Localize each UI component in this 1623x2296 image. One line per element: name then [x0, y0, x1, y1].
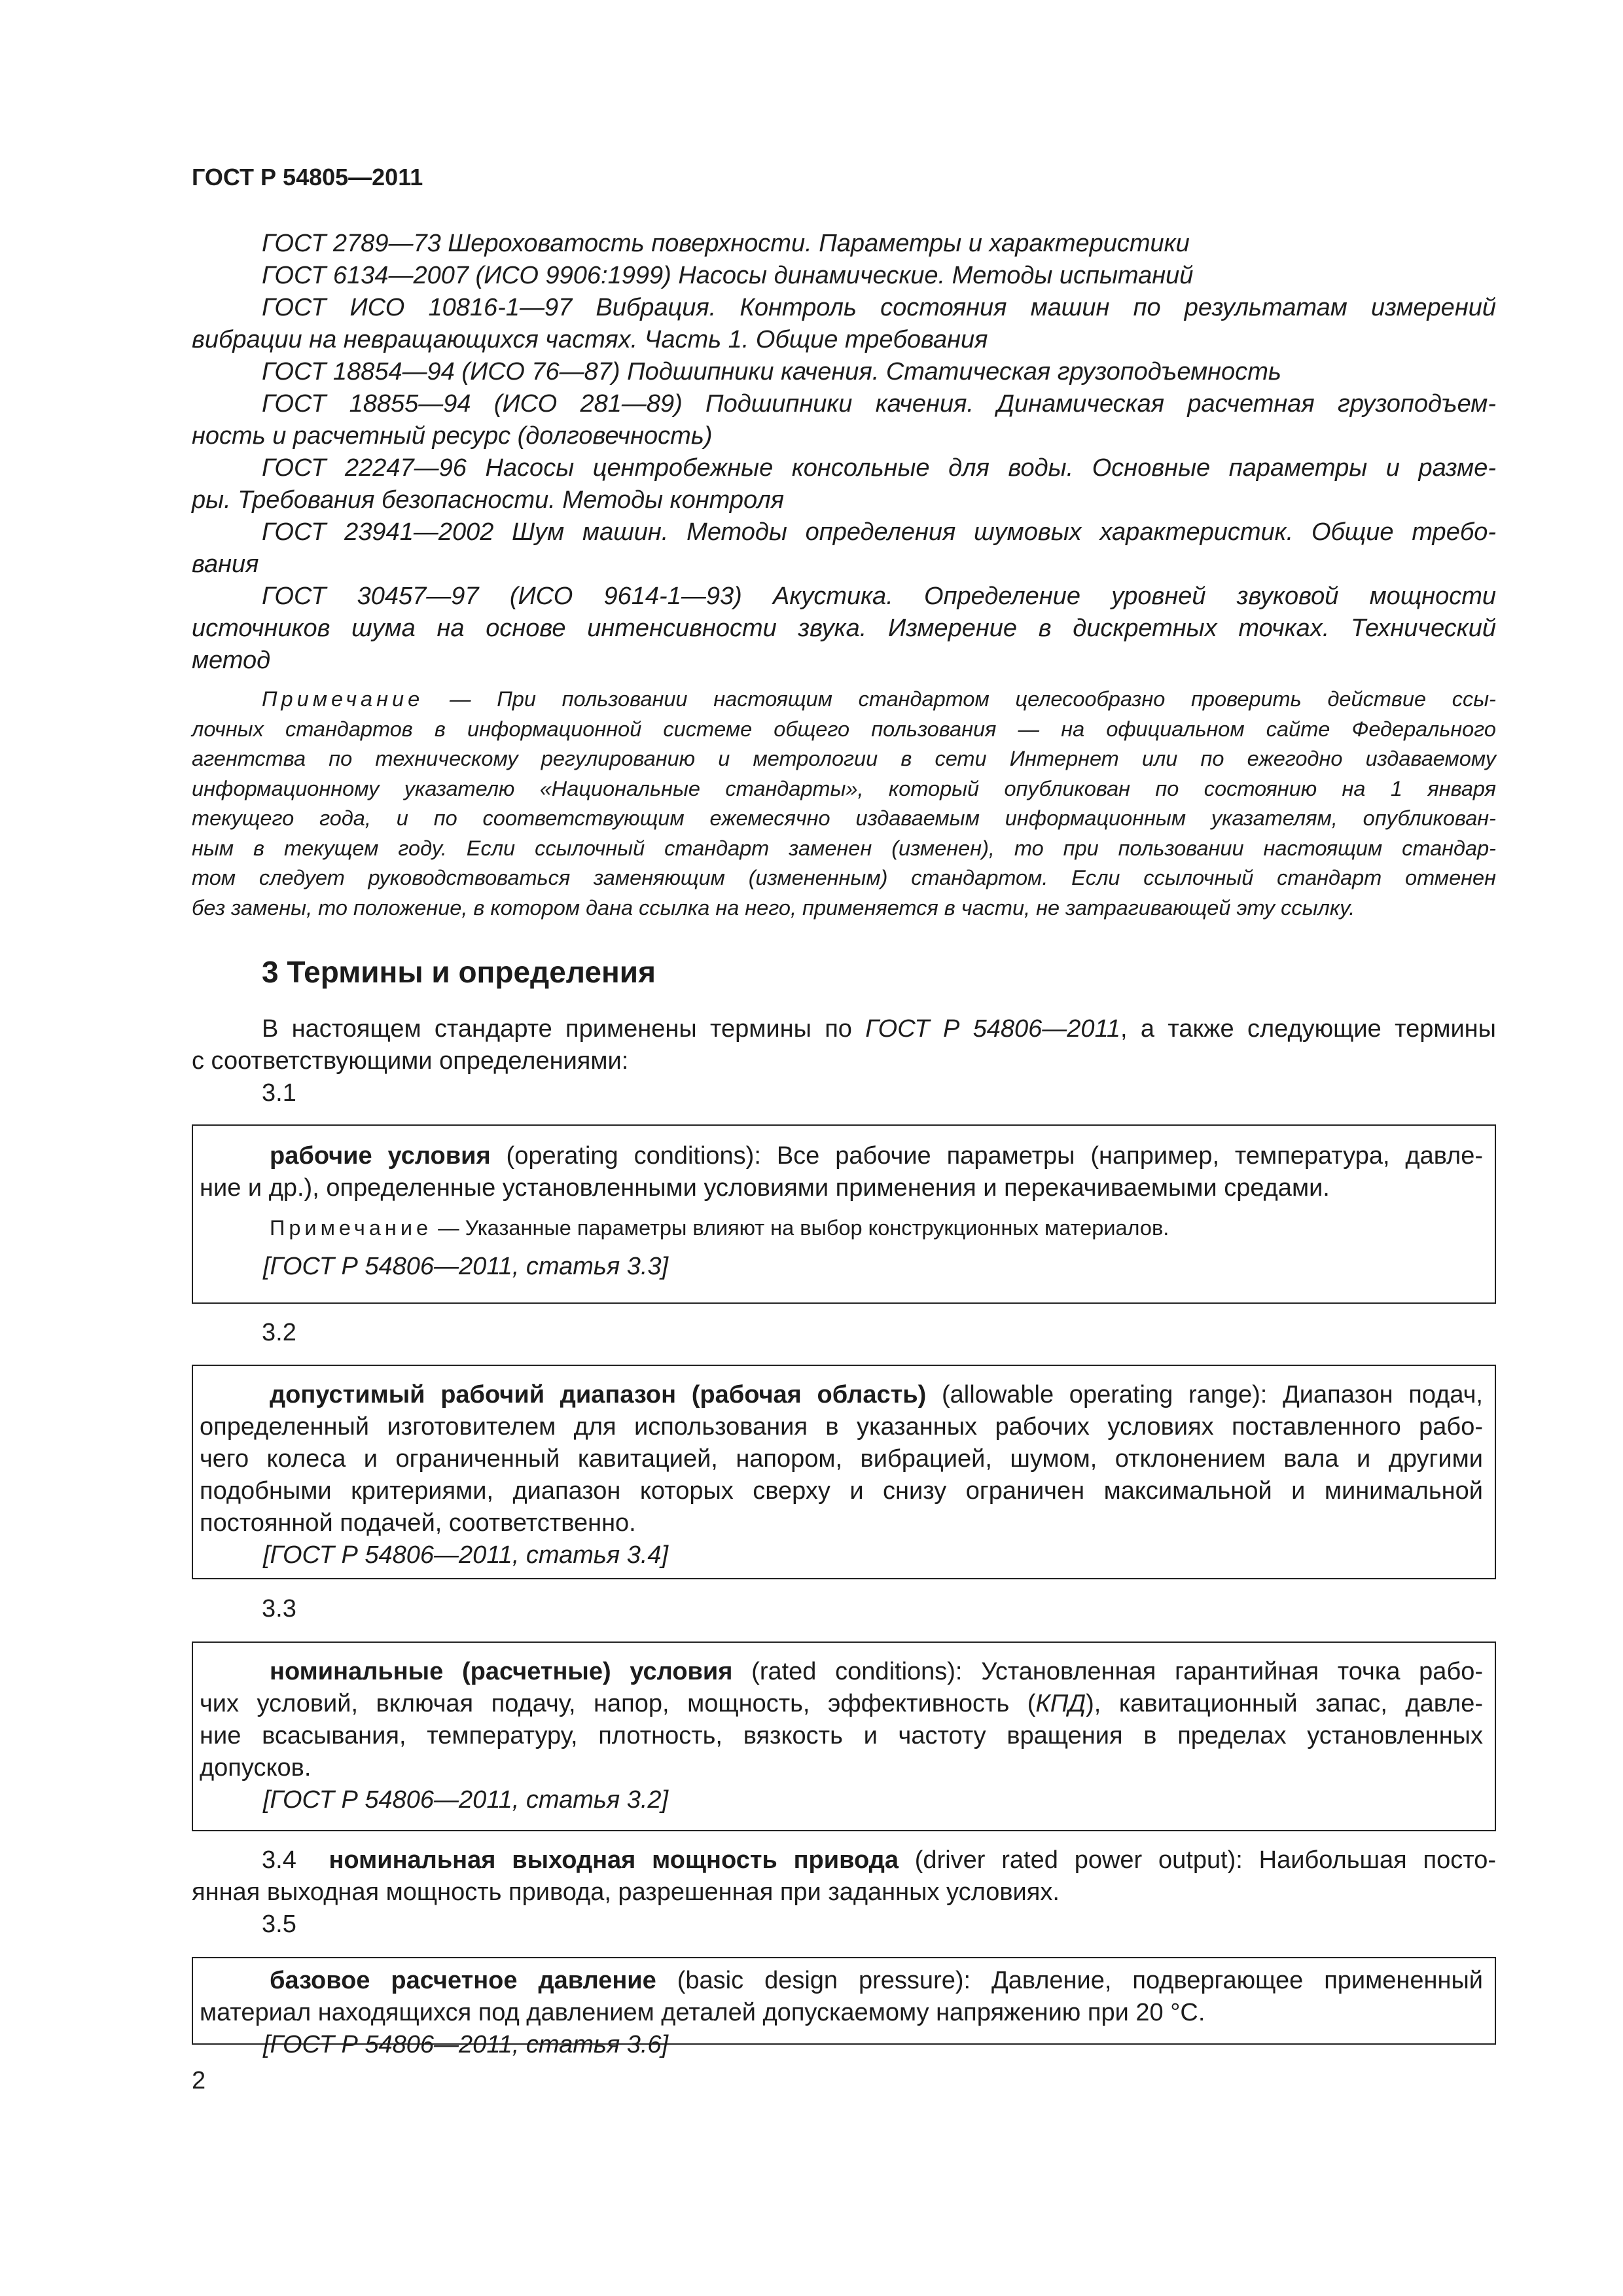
term-name: номинальная выходная мощность привода: [329, 1846, 899, 1874]
term-box: [192, 1957, 1496, 2058]
intro-text: , а также следующие термины: [1120, 1015, 1496, 1043]
term-definition-text: Все рабочие параметры (например, температура, давле-: [760, 1142, 1484, 1170]
section-heading: 3 Термины и определения: [262, 955, 656, 989]
term-english: (basic design pressure):: [677, 1967, 971, 1994]
intro-reference: ГОСТ Р 54806—2011: [865, 1015, 1121, 1043]
note-line: лочных стандартов в информационной системе общего пользования — на официальном сайте Федерального: [192, 717, 1496, 741]
term-name: базовое расчетное давление: [270, 1967, 656, 1994]
term-number: 3.2: [262, 1319, 296, 1346]
term-definition: постоянной подачей, соответственно.: [200, 1509, 636, 1537]
term-definition-text: Установленная гарантийная точка рабо-: [962, 1658, 1483, 1685]
note-line: том следует руководствоваться заменяющим (измененным) стандартом. Если ссылочный стандарт отменен: [192, 866, 1496, 889]
term-english: (driver rated power output):: [914, 1846, 1243, 1874]
term-definition: [193, 1379, 1483, 1411]
reference-item-continuation: метод: [192, 647, 271, 674]
reference-item-continuation: вания: [192, 550, 259, 578]
term-definition: чего колеса и ограниченный кавитацией, напором, вибрацией, шумом, отклонением вала и другими: [200, 1445, 1483, 1473]
reference-item: ГОСТ 18854—94 (ИСО 76—87) Подшипники качения. Статическая грузоподъемность: [262, 358, 1281, 386]
reference-item-continuation: ры. Требования безопасности. Методы контроля: [192, 486, 785, 514]
term-definition: [192, 1844, 1496, 1876]
term-name: рабочие условия: [270, 1142, 491, 1170]
reference-item-continuation: ность и расчетный ресурс (долговечность): [192, 422, 713, 450]
term-note-text: — Указанные параметры влияют на выбор конструкционных материалов.: [438, 1216, 1169, 1240]
term-definition: [193, 1965, 1483, 1997]
page-number: 2: [192, 2067, 206, 2094]
term-name: допустимый рабочий диапазон (рабочая область): [270, 1381, 927, 1408]
term-source: [ГОСТ Р 54806—2011, статья 3.2]: [263, 1786, 669, 1814]
term-number: 3.5: [262, 1910, 296, 1938]
term-english: (rated conditions):: [751, 1658, 963, 1685]
reference-item: ГОСТ 6134—2007 (ИСО 9906:1999) Насосы динамические. Методы испытаний: [262, 262, 1194, 289]
note-line: [192, 685, 1496, 715]
term-source: [ГОСТ Р 54806—2011, статья 3.3]: [263, 1253, 669, 1280]
reference-item: ГОСТ 30457—97 (ИСО 9614-1—93) Акустика. Определение уровней звуковой мощности: [262, 583, 1496, 610]
note-label: Примечание: [262, 687, 424, 711]
note-line: агентства по техническому регулированию и метрологии в сети Интернет или по ежегодно издаваемому: [192, 747, 1496, 770]
note-line: текущего года, и по соответствующим ежемесячно издаваемым информационным указателям, опубликован-: [192, 806, 1496, 830]
intro-text: В настоящем стандарте применены термины по: [262, 1015, 866, 1043]
term-abbreviation: КПД: [1035, 1690, 1086, 1717]
term-definition: подобными критериями, диапазон которых сверху и снизу ограничен максимальной и минимальной: [200, 1477, 1483, 1505]
term-definition-text: Диапазон подач,: [1267, 1381, 1483, 1408]
term-english: (operating conditions):: [506, 1142, 761, 1170]
term-number: 3.3: [262, 1595, 296, 1623]
term-definition-text: Наибольшая посто-: [1242, 1846, 1496, 1874]
term-definition: ние и др.), определенные установленными условиями применения и перекачиваемыми средами.: [200, 1174, 1330, 1202]
term-definition: [193, 1688, 1483, 1720]
term-english: (allowable operating range):: [942, 1381, 1268, 1408]
term-standalone: [192, 1844, 1496, 1909]
term-box: [192, 1124, 1496, 1304]
term-definition: ние всасывания, температуру, плотность, вязкость и частоту вращения в пределах установленных: [200, 1722, 1483, 1749]
term-box: [192, 1365, 1496, 1579]
intro-line: [192, 1013, 1496, 1045]
reference-item-continuation: вибрации на невращающихся частях. Часть 1. Общие требования: [192, 326, 988, 353]
term-source: [ГОСТ Р 54806—2011, статья 3.4]: [263, 1541, 669, 1569]
term-definition: определенный изготовителем для использования в указанных рабочих условиях поставленного рабо-: [200, 1413, 1483, 1441]
term-note: [193, 1213, 1483, 1243]
term-definition-text: ), кавитационный запас, давле-: [1086, 1690, 1483, 1717]
note-line: без замены, то положение, в котором дана ссылка на него, применяется в части, не затрагивающей эту ссылку.: [192, 895, 1355, 920]
term-number: 3.1: [262, 1079, 296, 1107]
term-definition: [193, 1656, 1483, 1688]
reference-item: ГОСТ 2789—73 Шероховатость поверхности. Параметры и характеристики: [262, 230, 1190, 257]
section-intro: [192, 1013, 1496, 1077]
reference-item: ГОСТ 23941—2002 Шум машин. Методы определения шумовых характеристик. Общие требо-: [262, 518, 1496, 546]
term-definition-text: Давление, подвергающее примененный: [971, 1967, 1484, 1994]
term-number: 3.4: [262, 1846, 296, 1874]
reference-item: ГОСТ 22247—96 Насосы центробежные консольные для воды. Основные параметры и разме-: [262, 454, 1496, 482]
reference-item: ГОСТ 18855—94 (ИСО 281—89) Подшипники качения. Динамическая расчетная грузоподъем-: [262, 390, 1496, 418]
reference-item-continuation: источников шума на основе интенсивности звука. Измерение в дискретных точках. Технический: [192, 615, 1496, 642]
term-note-label: Примечание: [270, 1216, 433, 1240]
note-line-text: — При пользовании настоящим стандартом целесообразно проверить действие ссы-: [449, 687, 1497, 711]
term-box: [192, 1641, 1496, 1831]
term-definition: янная выходная мощность привода, разрешенная при заданных условиях.: [192, 1878, 1060, 1906]
reference-item: ГОСТ ИСО 10816-1—97 Вибрация. Контроль состояния машин по результатам измерений: [262, 294, 1496, 321]
note-line: информационному указателю «Национальные стандарты», который опубликован по состоянию на 1 января: [192, 776, 1496, 800]
term-definition-text: чих условий, включая подачу, напор, мощность, эффективность (: [200, 1690, 1036, 1717]
note-line: ным в текущем году. Если ссылочный стандарт заменен (изменен), то при пользовании настоящим стандар-: [192, 836, 1496, 860]
term-source: [ГОСТ Р 54806—2011, статья 3.6]: [263, 2031, 669, 2058]
term-name: номинальные (расчетные) условия: [270, 1658, 733, 1685]
term-definition: материал находящихся под давлением деталей допускаемому напряжению при 20 °С.: [200, 1999, 1205, 2026]
term-definition: [193, 1140, 1483, 1172]
references-note: [192, 685, 1496, 923]
normative-references: [192, 228, 1496, 677]
term-definition: допусков.: [200, 1754, 312, 1782]
document-header: ГОСТ Р 54805—2011: [192, 164, 423, 190]
intro-line: с соответствующими определениями:: [192, 1047, 629, 1075]
